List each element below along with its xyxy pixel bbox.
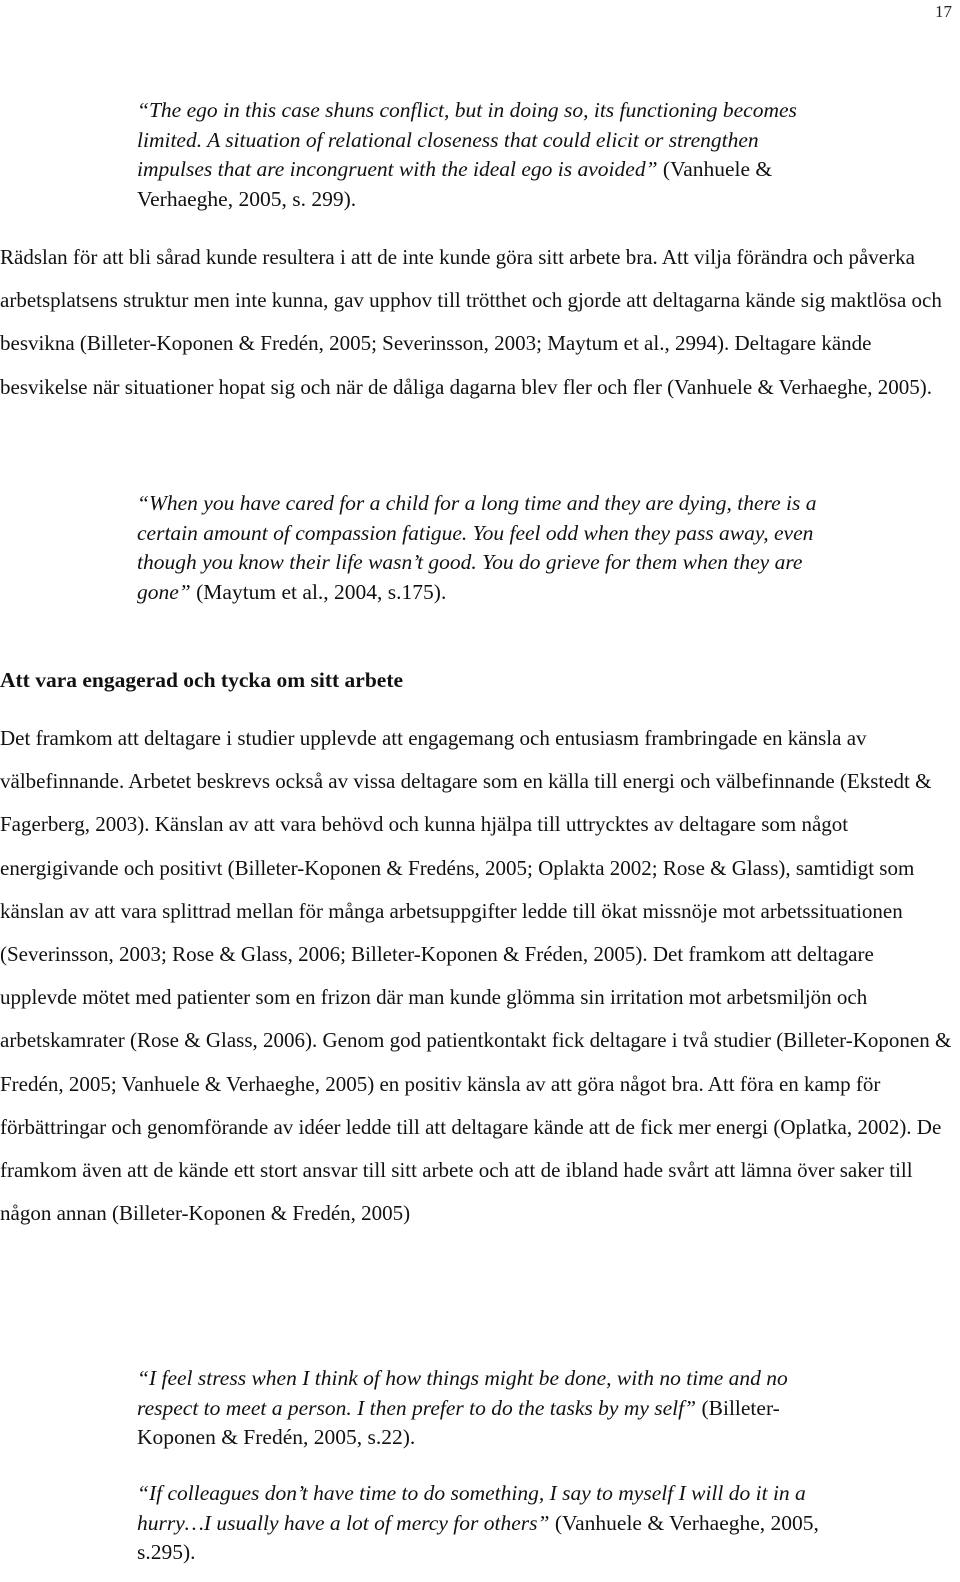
body-paragraph-1: Rädslan för att bli sårad kunde resultera i att de inte kunde göra sitt arbete bra. Att vilja förändra och påverka arbetsplatsens struktur men inte kunna, gav upphov till trötthet och gjorde att deltagarna kände sig maktlösa och besvikna (Billeter-Koponen & Fredén, 2005; Severinsson, 2003; Maytum et al., 2994). Deltagare kände besvikelse när situationer hopat sig och när de dåliga dagarna blev fler och fler (Vanhuele & Verhaeghe, 2005). [0, 245, 942, 399]
section-heading: Att vara engagerad och tycka om sitt arbete [0, 668, 404, 692]
quote-3-text: “I feel stress when I think of how things might be done, with no time and no respect to meet a person. I then prefer to do the tasks by my self” [137, 1366, 788, 1420]
block-quote-2 [137, 489, 837, 607]
page-number: 17 [935, 2, 952, 21]
quote-1-citation: (Vanhuele & Verhaeghe, 2005, s. 299). [137, 157, 773, 211]
quote-1-text: “The ego in this case shuns conflict, but in doing so, its functioning becomes limited. A situation of relational closeness that could elicit or strengthen impulses that are incongruent with the ideal ego is avoided” [137, 98, 797, 181]
block-quote-4 [137, 1479, 837, 1568]
quote-3-citation: (Billeter-Koponen & Fredén, 2005, s.22). [137, 1395, 780, 1449]
block-quote-3 [137, 1364, 837, 1453]
quote-4-citation: (Vanhuele & Verhaeghe, 2005, s.295). [137, 1510, 819, 1564]
quote-4-text: “If colleagues don’t have time to do something, I say to myself I will do it in a hurry…I usually have a lot of mercy for others” [137, 1481, 806, 1535]
body-paragraph-2: Det framkom att deltagare i studier upplevde att engagemang och entusiasm frambringade en känsla av välbefinnande. Arbetet beskrevs också av vissa deltagare som en källa till energi och välbefinnande (Ekstedt & Fagerberg, 2003). Känslan av att vara behövd och kunna hjälpa till uttrycktes av deltagare som något energigivande och positivt (Billeter-Koponen & Fredéns, 2005; Oplakta 2002; Rose & Glass), samtidigt som känslan av att vara splittrad mellan för många arbetsuppgifter ledde till ökat missnöje mot arbetssituationen (Severinsson, 2003; Rose & Glass, 2006; Billeter-Koponen & Fréden, 2005). Det framkom att deltagare upplevde mötet med patienter som en frizon där man kunde glömma sin irritation mot arbetsmiljön och arbetskamrater (Rose & Glass, 2006). Genom god patientkontakt fick deltagare i två studier (Billeter-Koponen & Fredén, 2005; Vanhuele & Verhaeghe, 2005) en positiv känsla av att göra något bra. Att föra en kamp för förbättringar och genomförande av idéer ledde till att deltagare kände att de fick mer energi (Oplatka, 2002). De framkom även att de kände ett stort ansvar till sitt arbete och att de ibland hade svårt att lämna över saker till någon annan (Billeter-Koponen & Fredén, 2005) [0, 726, 952, 1226]
block-quote-1 [137, 96, 827, 214]
quote-2-citation: (Maytum et al., 2004, s.175). [190, 579, 447, 604]
quote-2-text: “When you have cared for a child for a long time and they are dying, there is a certain amount of compassion fatigue. You feel odd when they pass away, even though you know their life wasn’t good. You do grieve for them when they are gone” [137, 491, 817, 604]
